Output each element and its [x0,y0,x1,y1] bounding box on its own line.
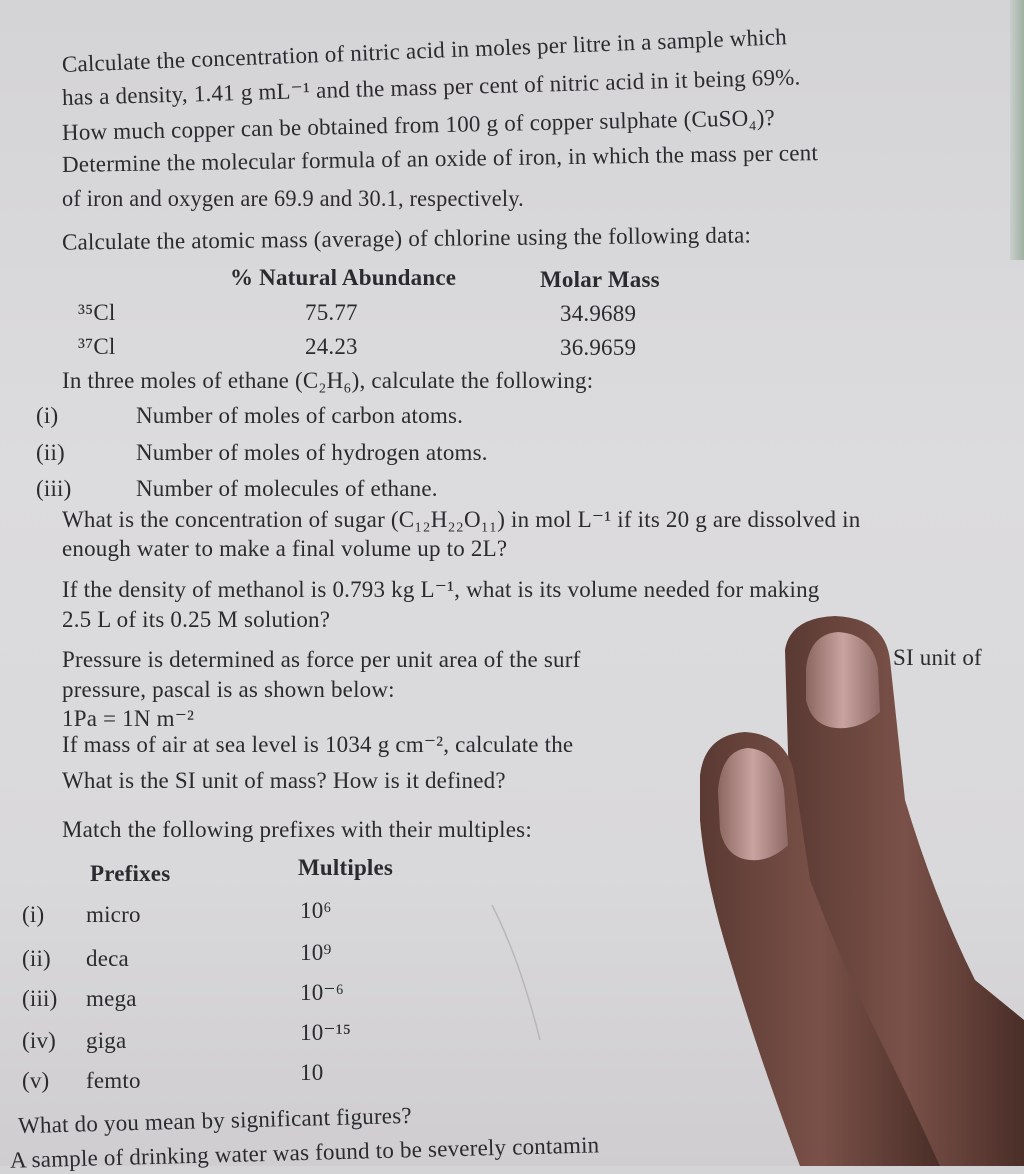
q10-prefix: micro [86,902,141,927]
q10-prefix: mega [86,986,137,1011]
q11-text: What do you mean by significant figures? [17,1102,413,1139]
q10-num: (iv) [22,1028,57,1053]
q5-item-text: Number of molecules of ethane. [136,476,438,501]
q8-line1: Pressure is determined as force per unit area of the surf [62,647,581,672]
q10-multiple: 10⁹ [300,940,332,965]
q4-mass: 34.9689 [560,301,637,326]
q4-isotope: ³⁵Cl [78,300,116,325]
q8-line4: If mass of air at sea level is 1034 g cm⁻², calculate the [62,732,574,757]
q1-line2: has a density, 1.41 g mL⁻¹ and the mass per cent of nitric acid in it being 69%. [61,64,801,110]
q5-text: In three moles of ethane (C₂H₆), calculate the following: [62,368,594,393]
q4-abundance: 24.23 [305,334,358,359]
q5-item-text: Number of moles of carbon atoms. [136,403,464,428]
q1-line1: Calculate the concentration of nitric acid in moles per litre in a sample which [61,24,788,77]
q8-equation: 1Pa = 1N m⁻² [62,706,195,731]
q9-text: What is the SI unit of mass? How is it defined? [62,768,506,793]
q10-text: Match the following prefixes with their multiples: [62,817,532,842]
q10-header-prefixes: Prefixes [90,861,171,886]
q10-multiple: 10⁻⁶ [300,980,344,1005]
q3-line1: Determine the molecular formula of an oxide of iron, in which the mass per cent [61,140,819,177]
q5-item-num: (ii) [36,440,65,465]
q10-num: (v) [22,1068,50,1093]
q12-text: A sample of drinking water was found to be severely contamin [9,1132,600,1173]
q10-multiple: 10 [300,1060,324,1085]
q10-num: (i) [22,902,45,927]
q6-line1: What is the concentration of sugar (C₁₂H₂₂O₁₁) in mol L⁻¹ if its 20 g are dissolved in [62,507,861,532]
q7-line2: 2.5 L of its 0.25 M solution? [62,607,331,632]
q3-line2: of iron and oxygen are 69.9 and 30.1, respectively. [62,186,524,211]
q4-isotope: ³⁷Cl [78,334,116,359]
q10-multiple: 10⁻¹⁵ [300,1020,352,1045]
q10-prefix: deca [86,946,129,971]
q10-multiple: 10⁶ [300,898,332,923]
q5-item-num: (iii) [36,476,72,501]
q8-line2: pressure, pascal is as shown below: [62,677,395,702]
q4-header-abundance: % Natural Abundance [230,265,457,290]
q4-mass: 36.9659 [560,335,637,360]
q4-abundance: 75.77 [305,300,358,325]
q10-prefix: femto [86,1068,141,1093]
q5-item-text: Number of moles of hydrogen atoms. [136,440,488,465]
q4-header-molar-mass: Molar Mass [540,267,660,292]
q10-header-multiples: Multiples [298,855,394,880]
q5-item-num: (i) [36,403,59,428]
q10-num: (ii) [22,946,51,971]
q8-line1-end: SI unit of [893,645,982,670]
q10-num: (iii) [22,986,58,1011]
q2-text: How much copper can be obtained from 100 g of copper sulphate (CuSO₄)? [61,105,776,145]
q7-line1: If the density of methanol is 0.793 kg L⁻¹, what is its volume needed for making [62,577,820,602]
q10-prefix: giga [86,1028,127,1053]
q6-line2: enough water to make a final volume up to 2L? [62,536,508,561]
q4-text: Calculate the atomic mass (average) of chlorine using the following data: [61,222,752,255]
